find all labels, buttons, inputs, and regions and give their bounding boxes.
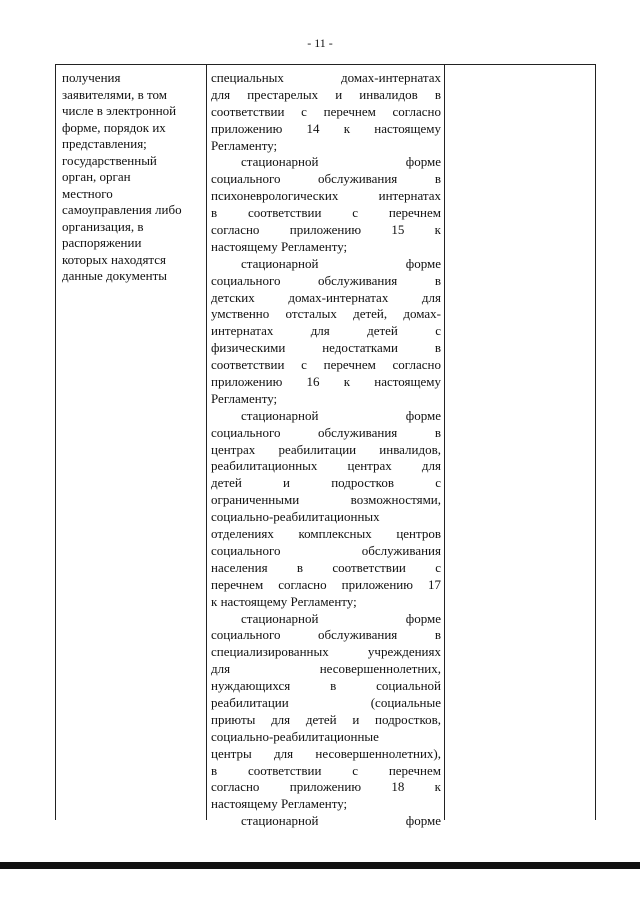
word: в	[434, 340, 441, 356]
middle-column-line	[211, 222, 441, 239]
word: инвалидов,	[379, 441, 441, 457]
word: 14	[306, 120, 320, 136]
middle-column-line	[211, 205, 441, 222]
word: домах-интернатах	[341, 70, 441, 85]
table-divider-2	[444, 65, 445, 820]
middle-column-line: социально-реабилитационных	[211, 509, 380, 525]
middle-column-line	[211, 104, 441, 121]
middle-column-line	[211, 813, 441, 830]
word: соответствии	[211, 357, 285, 373]
word: для	[271, 711, 291, 727]
word: 15	[391, 222, 405, 238]
word: обслуживания	[361, 542, 441, 558]
middle-column-line	[211, 492, 441, 509]
middle-column-line	[211, 154, 441, 171]
word: с	[301, 103, 307, 119]
middle-column-line	[211, 408, 441, 425]
middle-column-line	[211, 442, 441, 459]
word: к	[434, 779, 441, 795]
word: для	[274, 745, 294, 761]
word: учреждениях	[367, 644, 441, 660]
word: возможностями,	[350, 492, 441, 508]
word: к	[343, 120, 351, 136]
middle-column-line	[211, 627, 441, 644]
word: инвалидов	[359, 86, 418, 102]
word: для	[211, 661, 231, 677]
word: приложению	[341, 576, 413, 592]
word: несовершеннолетних,	[319, 661, 441, 677]
word: настоящему	[374, 120, 441, 136]
word: в	[330, 678, 337, 694]
middle-column-line	[211, 779, 441, 796]
middle-column-line: социально-реабилитационные	[211, 728, 379, 744]
middle-column-line: Регламенту;	[211, 137, 278, 153]
middle-column-line	[211, 526, 441, 543]
word: умственно	[211, 306, 270, 322]
word: согласно	[278, 576, 327, 592]
word: реабилитационных	[211, 458, 318, 474]
word: населения	[211, 559, 268, 575]
middle-column-line	[211, 543, 441, 560]
word: подростков,	[374, 711, 441, 727]
word: социальной	[376, 678, 441, 694]
left-column-line: которых находятся	[62, 251, 167, 267]
word: детей,	[353, 306, 388, 322]
word: согласно	[392, 357, 441, 373]
word: отсталых	[285, 306, 337, 322]
word: в	[434, 424, 441, 440]
middle-column-line	[211, 273, 441, 290]
word: с	[352, 205, 359, 221]
word: согласно	[211, 779, 260, 795]
middle-column-line	[211, 560, 441, 577]
word: для	[211, 86, 231, 102]
word: перечнем	[388, 205, 441, 221]
word: детей	[305, 711, 337, 727]
word: к	[343, 374, 351, 390]
word: стационарной	[241, 813, 319, 829]
word: приложению	[211, 374, 283, 390]
word: соответствии	[247, 762, 322, 778]
left-column-line: орган, орган	[62, 169, 131, 184]
word: интернатах	[378, 188, 441, 204]
middle-column-line	[211, 87, 441, 104]
middle-column-line	[211, 746, 441, 763]
word: центров	[396, 526, 441, 542]
left-column-line: организация, в	[62, 218, 144, 234]
middle-column-line	[211, 121, 441, 138]
table-divider-1	[206, 65, 207, 820]
word: форме	[405, 813, 441, 829]
word: соответствии	[332, 559, 406, 575]
word: социального	[211, 171, 281, 187]
word: соответствии	[211, 103, 285, 119]
word: стационарной	[241, 255, 319, 271]
left-column-text	[62, 70, 204, 285]
left-column-line: получения	[62, 70, 121, 85]
middle-column-line	[211, 188, 441, 205]
word: обслуживания	[318, 272, 398, 288]
word: центры	[211, 745, 252, 761]
word: стационарной	[241, 610, 319, 626]
middle-column-line: настоящему Регламенту;	[211, 796, 348, 812]
word: форме	[405, 407, 441, 423]
word: приложению	[289, 222, 362, 238]
middle-column-line: к настоящему Регламенту;	[211, 593, 357, 609]
word: перечнем	[388, 762, 441, 778]
middle-column-line	[211, 712, 441, 729]
left-column-line: форме, порядок их	[62, 119, 166, 135]
word: нуждающихся	[211, 678, 291, 694]
word: специализированных	[211, 644, 329, 660]
word: несовершеннолетних),	[315, 745, 441, 761]
middle-column-line	[211, 475, 441, 492]
word: с	[301, 357, 307, 373]
middle-column-line	[211, 577, 441, 594]
word: интернатах	[211, 323, 274, 339]
document-table	[55, 64, 596, 829]
word: детей	[211, 475, 242, 491]
middle-column-line	[211, 70, 441, 87]
left-column-line: заявителями, в том	[62, 86, 167, 102]
word: форме	[405, 610, 441, 626]
word: ограниченными	[211, 492, 300, 508]
word: с	[435, 559, 441, 575]
word: в	[434, 627, 441, 643]
word: согласно	[392, 103, 441, 119]
left-column-line: местного	[62, 185, 113, 201]
middle-column-line	[211, 763, 441, 780]
word: домах-	[403, 306, 441, 322]
middle-column-line	[211, 306, 441, 323]
word: к	[434, 222, 441, 238]
middle-column-line	[211, 357, 441, 374]
word: в	[434, 171, 441, 187]
word: и	[283, 475, 290, 491]
word: центрах	[211, 441, 256, 457]
word: подростков	[331, 475, 394, 491]
word: 17	[428, 576, 441, 592]
word: форме	[405, 255, 441, 271]
left-column-line: представления;	[62, 136, 147, 151]
word: для	[421, 289, 441, 305]
middle-column-line	[211, 171, 441, 188]
word: 16	[306, 374, 320, 390]
word: и	[352, 711, 360, 727]
middle-column-line	[211, 256, 441, 273]
word: в	[211, 762, 218, 778]
word: в	[211, 205, 218, 221]
middle-column-line	[211, 340, 441, 357]
word: обслуживания	[318, 424, 398, 440]
word: недостатками	[322, 340, 398, 356]
middle-column-line	[211, 374, 441, 391]
word: (социальные	[370, 694, 441, 710]
left-column-line: государственный	[62, 152, 157, 168]
middle-column-text	[211, 70, 441, 830]
word: настоящему	[374, 374, 441, 390]
word: домах-интернатах	[288, 289, 389, 305]
word: центрах	[347, 458, 392, 474]
word: обслуживания	[318, 627, 398, 643]
word: с	[435, 475, 441, 491]
middle-column-line	[211, 425, 441, 442]
word: социального	[211, 424, 281, 440]
word: перечнем	[211, 576, 264, 592]
word: приложению	[211, 120, 283, 136]
word: детских	[211, 289, 255, 305]
word: в	[296, 559, 304, 575]
word: отделениях	[211, 526, 274, 542]
word: социального	[211, 272, 281, 288]
word: 18	[391, 779, 405, 795]
word: перечнем	[323, 357, 376, 373]
word: для	[310, 323, 330, 339]
table-border-left	[55, 65, 56, 820]
left-column-line: распоряжении	[62, 235, 142, 250]
word: приюты	[211, 711, 256, 727]
word: социального	[211, 542, 281, 558]
word: реабилитации	[211, 694, 289, 710]
word: физическими	[211, 340, 286, 356]
middle-column-line: Регламенту;	[211, 390, 278, 406]
middle-column-line: настоящему Регламенту;	[211, 238, 348, 254]
word: реабилитации	[278, 441, 357, 457]
word: социального	[211, 627, 281, 643]
word: в	[434, 272, 441, 288]
word: стационарной	[241, 407, 319, 423]
middle-column-line	[211, 323, 441, 340]
word: стационарной	[241, 154, 319, 170]
word: с	[435, 323, 441, 339]
left-column-line: данные документы	[62, 268, 167, 283]
middle-column-line	[211, 678, 441, 695]
word: обслуживания	[318, 171, 398, 187]
middle-column-line	[211, 695, 441, 712]
word: перечнем	[323, 103, 376, 119]
middle-column-line	[211, 661, 441, 678]
middle-column-line	[211, 644, 441, 661]
word: престарелых	[247, 86, 319, 102]
word: психоневрологических	[211, 188, 339, 204]
word: согласно	[211, 222, 260, 238]
middle-column-line	[211, 290, 441, 307]
word: специальных	[211, 70, 284, 85]
middle-column-line	[211, 611, 441, 628]
word: комплексных	[298, 526, 372, 542]
word: приложению	[289, 779, 362, 795]
word: соответствии	[247, 205, 322, 221]
table-border-right	[595, 65, 596, 820]
word: для	[421, 458, 441, 474]
word: с	[352, 762, 359, 778]
word: форме	[405, 154, 441, 170]
left-column-line: числе в электронной	[62, 103, 177, 118]
middle-column-line	[211, 458, 441, 475]
word: и	[335, 86, 343, 102]
word: в	[434, 86, 441, 102]
page-number: - 11 -	[307, 36, 333, 50]
left-column-line: самоуправления либо	[62, 202, 182, 217]
word: детей	[367, 323, 398, 339]
scan-bottom-edge	[0, 862, 640, 869]
